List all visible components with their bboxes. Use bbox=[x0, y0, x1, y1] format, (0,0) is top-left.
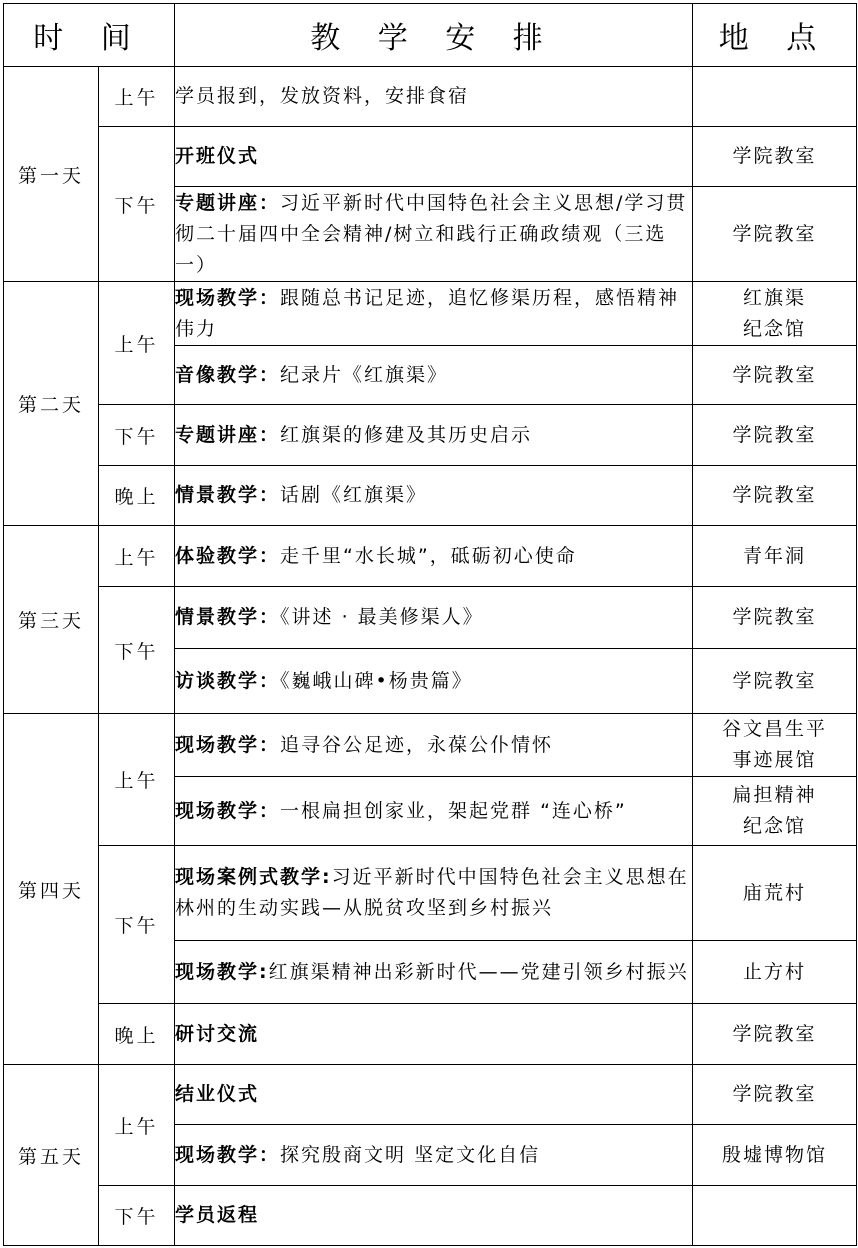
teaching-type-label: 体验教学： bbox=[175, 544, 281, 567]
schedule-table bbox=[3, 3, 857, 1246]
teaching-type-label: 结业仪式 bbox=[175, 1083, 260, 1105]
arrangement-cell bbox=[175, 127, 693, 187]
teaching-type-label: 研讨交流 bbox=[175, 1022, 260, 1045]
table-row bbox=[4, 1186, 857, 1246]
location-cell bbox=[693, 346, 857, 405]
location-cell bbox=[693, 282, 857, 346]
table-row bbox=[4, 282, 857, 346]
day-cell: 第二天 bbox=[4, 282, 99, 526]
arrangement-text: 纪录片《红旗渠》 bbox=[280, 363, 449, 386]
location-text: 殷墟博物馆 bbox=[722, 1143, 828, 1166]
day-cell: 第四天 bbox=[4, 714, 99, 1065]
period-cell: 上午 bbox=[99, 282, 175, 405]
teaching-type-label: 专题讲座： bbox=[175, 423, 281, 446]
location-cell bbox=[693, 1065, 857, 1125]
location-text: 纪念馆 bbox=[743, 317, 807, 340]
table-row bbox=[4, 846, 857, 941]
period-cell: 上午 bbox=[99, 67, 175, 127]
period-cell: 下午 bbox=[99, 405, 175, 466]
location-cell bbox=[693, 714, 857, 777]
teaching-type-label: 现场教学： bbox=[175, 799, 281, 822]
teaching-type-label: 学员返程 bbox=[175, 1204, 260, 1226]
teaching-type-label: 情景教学： bbox=[175, 606, 281, 628]
arrangement-text: 红旗渠精神出彩新时代——党建引领乡村振兴 bbox=[268, 960, 689, 983]
arrangement-cell bbox=[175, 466, 693, 526]
arrangement-cell bbox=[175, 587, 693, 649]
location-text: 学院教室 bbox=[732, 606, 817, 628]
teaching-type-label: 现场教学： bbox=[175, 733, 281, 756]
table-row bbox=[4, 67, 857, 127]
arrangement-cell bbox=[175, 187, 693, 282]
location-cell bbox=[693, 405, 857, 466]
arrangement-cell bbox=[175, 1186, 693, 1246]
teaching-type-label: 现场教学： bbox=[175, 1143, 281, 1166]
teaching-type-label: 现场教学: bbox=[175, 960, 269, 983]
arrangement-text: 话剧《红旗渠》 bbox=[280, 484, 428, 506]
location-cell bbox=[693, 466, 857, 526]
period-cell: 上午 bbox=[99, 714, 175, 846]
arrangement-text: 追寻谷公足迹，永葆公仆情怀 bbox=[280, 733, 554, 756]
teaching-type-label: 现场案例式教学: bbox=[175, 866, 332, 888]
header-arrangement: 教 学 安 排 bbox=[175, 4, 693, 67]
arrangement-cell bbox=[175, 941, 693, 1004]
location-cell bbox=[693, 127, 857, 187]
arrangement-cell bbox=[175, 526, 693, 587]
location-text: 学院教室 bbox=[732, 669, 817, 692]
location-text: 红旗渠 bbox=[743, 286, 807, 309]
arrangement-cell bbox=[175, 405, 693, 466]
period-cell: 上午 bbox=[99, 526, 175, 587]
arrangement-text: 红旗渠的修建及其历史启示 bbox=[280, 423, 533, 446]
period-cell: 晚上 bbox=[99, 1004, 175, 1065]
location-text: 学院教室 bbox=[732, 423, 817, 446]
location-cell bbox=[693, 1125, 857, 1186]
location-text: 学院教室 bbox=[732, 145, 817, 167]
table-row bbox=[4, 1004, 857, 1065]
arrangement-text: 《讲述 · 最美修渠人》 bbox=[280, 606, 484, 628]
location-text: 庙荒村 bbox=[743, 881, 807, 904]
location-cell bbox=[693, 777, 857, 846]
table-row bbox=[4, 714, 857, 777]
teaching-type-label: 音像教学： bbox=[175, 363, 281, 386]
arrangement-cell bbox=[175, 714, 693, 777]
period-cell: 上午 bbox=[99, 1065, 175, 1186]
period-cell: 下午 bbox=[99, 1186, 175, 1246]
day-cell: 第一天 bbox=[4, 67, 99, 282]
location-cell bbox=[693, 526, 857, 587]
table-row bbox=[4, 466, 857, 526]
location-text: 学院教室 bbox=[732, 363, 817, 386]
location-text: 事迹展馆 bbox=[732, 749, 817, 771]
arrangement-text: 习近平新时代中国特色社会主义思想在林州的生动实践—从脱贫攻坚到乡村振兴 bbox=[175, 866, 689, 919]
location-text: 学院教室 bbox=[732, 222, 817, 245]
header-row bbox=[4, 4, 857, 67]
location-text: 青年洞 bbox=[743, 544, 807, 567]
arrangement-text: 走千里“水长城”，砥砺初心使命 bbox=[280, 544, 577, 567]
table-row bbox=[4, 1065, 857, 1125]
day-cell: 第五天 bbox=[4, 1065, 99, 1246]
table-row bbox=[4, 127, 857, 187]
location-text: 扁担精神 bbox=[732, 784, 817, 806]
location-cell bbox=[693, 587, 857, 649]
arrangement-cell bbox=[175, 846, 693, 941]
arrangement-cell bbox=[175, 282, 693, 346]
teaching-type-label: 情景教学： bbox=[175, 484, 281, 506]
table-row bbox=[4, 526, 857, 587]
location-cell bbox=[693, 1186, 857, 1246]
schedule-body bbox=[4, 67, 857, 1246]
location-text: 学院教室 bbox=[732, 1022, 817, 1045]
arrangement-text: 一根扁担创家业，架起党群 “连心桥” bbox=[280, 799, 627, 822]
arrangement-text: 探究殷商文明 坚定文化自信 bbox=[280, 1143, 541, 1166]
location-text: 学院教室 bbox=[732, 484, 817, 506]
location-text: 止方村 bbox=[743, 960, 807, 983]
period-cell: 下午 bbox=[99, 127, 175, 282]
location-text: 学院教室 bbox=[732, 1083, 817, 1105]
day-cell: 第三天 bbox=[4, 526, 99, 714]
arrangement-cell bbox=[175, 1004, 693, 1065]
location-cell bbox=[693, 846, 857, 941]
arrangement-cell bbox=[175, 649, 693, 714]
location-cell bbox=[693, 187, 857, 282]
table-row bbox=[4, 405, 857, 466]
teaching-type-label: 开班仪式 bbox=[175, 145, 260, 167]
arrangement-cell bbox=[175, 1065, 693, 1125]
location-cell bbox=[693, 1004, 857, 1065]
arrangement-text: 跟随总书记足迹，追忆修渠历程，感悟精神伟力 bbox=[175, 286, 680, 340]
arrangement-cell bbox=[175, 777, 693, 846]
period-cell: 晚上 bbox=[99, 466, 175, 526]
arrangement-cell bbox=[175, 67, 693, 127]
period-cell: 下午 bbox=[99, 846, 175, 1004]
location-text: 谷文昌生平 bbox=[722, 718, 828, 740]
location-cell bbox=[693, 941, 857, 1004]
teaching-type-label: 现场教学： bbox=[175, 286, 281, 309]
table-row bbox=[4, 587, 857, 649]
location-text: 纪念馆 bbox=[743, 815, 807, 837]
location-cell bbox=[693, 649, 857, 714]
header-location: 地 点 bbox=[693, 4, 857, 67]
teaching-type-label: 访谈教学： bbox=[175, 669, 281, 692]
arrangement-text: 学员报到，发放资料，安排食宿 bbox=[175, 85, 470, 107]
arrangement-cell bbox=[175, 346, 693, 405]
teaching-type-label: 专题讲座： bbox=[175, 191, 281, 214]
header-time: 时 间 bbox=[4, 4, 175, 67]
arrangement-cell bbox=[175, 1125, 693, 1186]
arrangement-text: 《巍峨山碑•杨贵篇》 bbox=[280, 669, 473, 692]
period-cell: 下午 bbox=[99, 587, 175, 714]
location-cell bbox=[693, 67, 857, 127]
arrangement-text: 习近平新时代中国特色社会主义思想/学习贯彻二十届四中全会精神/树立和践行正确政绩观（三选一） bbox=[175, 191, 688, 276]
